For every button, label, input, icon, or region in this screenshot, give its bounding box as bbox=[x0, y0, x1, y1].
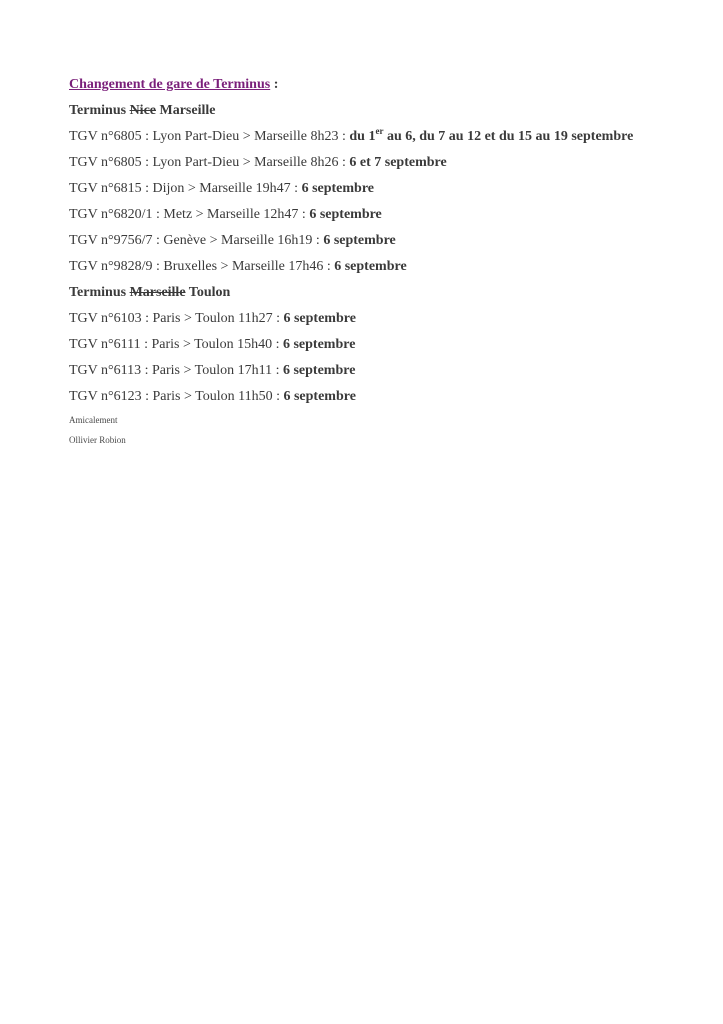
section-prefix: Terminus bbox=[69, 285, 130, 300]
train-info: TGV n°6103 : Paris > Toulon 11h27 : bbox=[69, 311, 284, 326]
train-line bbox=[69, 362, 709, 380]
train-line bbox=[69, 336, 709, 354]
train-dates: 6 septembre bbox=[283, 311, 356, 326]
signature-text: Ollivier Robion bbox=[69, 435, 126, 445]
section-prefix: Terminus bbox=[69, 103, 130, 118]
train-info: TGV n°6111 : Paris > Toulon 15h40 : bbox=[69, 337, 283, 352]
train-line bbox=[69, 128, 709, 146]
new-terminus: Toulon bbox=[185, 285, 231, 300]
new-terminus: Marseille bbox=[156, 103, 216, 118]
title-link[interactable]: Changement de gare de Terminus bbox=[69, 77, 271, 92]
struck-terminus: Nice bbox=[129, 103, 156, 118]
struck-terminus: Marseille bbox=[129, 285, 186, 300]
train-line bbox=[69, 310, 709, 328]
train-line bbox=[69, 258, 709, 276]
train-dates: 6 septembre bbox=[309, 207, 382, 222]
train-dates: 6 septembre bbox=[334, 259, 407, 274]
ordinal-sup: er bbox=[375, 126, 384, 136]
document-title bbox=[69, 76, 709, 94]
train-dates: du 1er au 6, du 7 au 12 et du 15 au 19 septembre bbox=[349, 126, 634, 144]
title-suffix: : bbox=[270, 77, 279, 92]
train-info: TGV n°6805 : Lyon Part-Dieu > Marseille 8h23 : bbox=[69, 129, 350, 144]
train-line bbox=[69, 388, 709, 406]
train-info: TGV n°9756/7 : Genève > Marseille 16h19 : bbox=[69, 233, 324, 248]
train-line bbox=[69, 232, 709, 250]
train-info: TGV n°9828/9 : Bruxelles > Marseille 17h46 : bbox=[69, 259, 335, 274]
train-line bbox=[69, 180, 709, 198]
section-heading-toulon bbox=[69, 284, 709, 302]
train-info: TGV n°6805 : Lyon Part-Dieu > Marseille 8h26 : bbox=[69, 155, 350, 170]
closing-text: Amicalement bbox=[69, 415, 118, 425]
train-info: TGV n°6815 : Dijon > Marseille 19h47 : bbox=[69, 181, 302, 196]
train-info: TGV n°6820/1 : Metz > Marseille 12h47 : bbox=[69, 207, 310, 222]
train-dates: 6 et 7 septembre bbox=[349, 155, 447, 170]
train-info: TGV n°6123 : Paris > Toulon 11h50 : bbox=[69, 389, 284, 404]
train-dates: 6 septembre bbox=[323, 233, 396, 248]
section-heading-marseille bbox=[69, 102, 709, 120]
train-dates: 6 septembre bbox=[282, 363, 356, 378]
train-line bbox=[69, 154, 709, 172]
train-dates: 6 septembre bbox=[282, 337, 356, 352]
train-line bbox=[69, 206, 709, 224]
train-dates: 6 septembre bbox=[301, 181, 375, 196]
document-page bbox=[69, 76, 709, 454]
train-info: TGV n°6113 : Paris > Toulon 17h11 : bbox=[69, 363, 283, 378]
train-dates: 6 septembre bbox=[283, 389, 356, 404]
